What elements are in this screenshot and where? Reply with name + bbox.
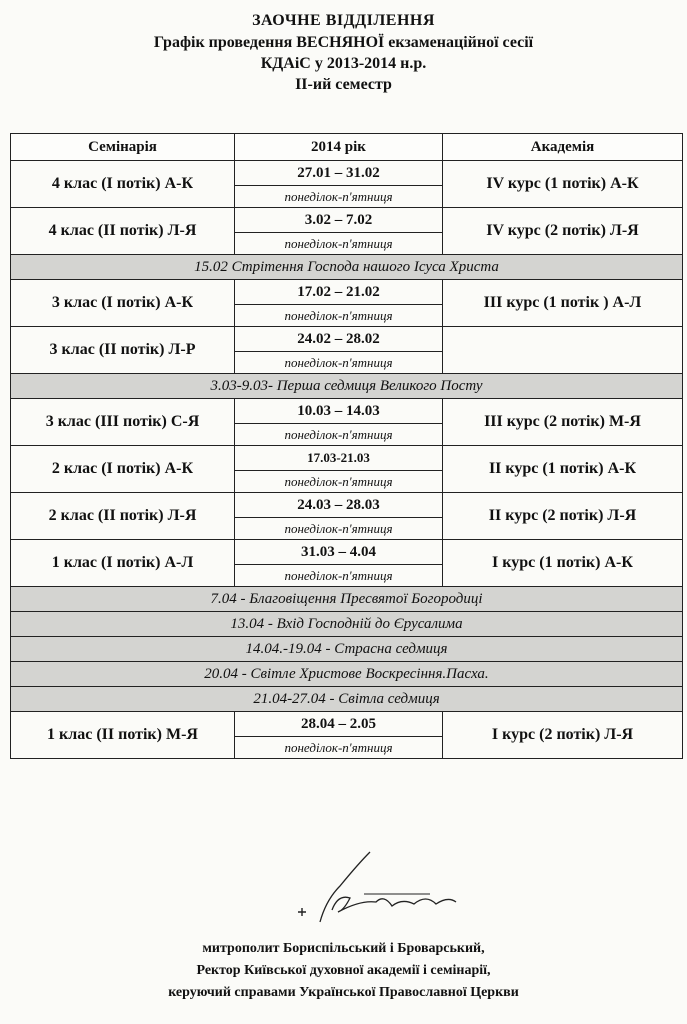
schedule-title: Графік проведення ВЕСНЯНОЇ екзаменаційної сесії	[153, 34, 534, 51]
session-row	[11, 280, 683, 305]
department-title: ЗАОЧНЕ ВІДДІЛЕННЯ	[252, 12, 435, 29]
column-header-academy: Академія	[443, 134, 683, 161]
session-row	[11, 493, 683, 518]
holiday-row	[11, 637, 683, 662]
seminary-group: 2 клас (ІІ потік) Л-Я	[11, 493, 235, 540]
academy-group: І курс (1 потік) А-К	[443, 540, 683, 587]
seminary-group: 3 клас (І потік) А-К	[11, 280, 235, 327]
institution-year: КДАіС у 2013-2014 н.р.	[260, 55, 427, 72]
table-header-row	[11, 134, 683, 161]
holiday-text: 3.03-9.03- Перша седмиця Великого Посту	[11, 374, 683, 399]
session-weekdays: понеділок-п'ятниця	[235, 305, 443, 327]
session-weekdays: понеділок-п'ятниця	[235, 737, 443, 759]
session-weekdays: понеділок-п'ятниця	[235, 518, 443, 540]
academy-group: IV курс (1 потік) А-К	[443, 161, 683, 208]
academy-group: ІІ курс (2 потік) Л-Я	[443, 493, 683, 540]
seminary-group: 3 клас (ІІ потік) Л-Р	[11, 327, 235, 374]
session-row	[11, 327, 683, 352]
holiday-text: 7.04 - Благовіщення Пресвятої Богородиці	[11, 587, 683, 612]
signature	[280, 850, 500, 930]
seminary-group: 4 клас (ІІ потік) Л-Я	[11, 208, 235, 255]
session-dates: 10.03 – 14.03	[235, 399, 443, 424]
session-row	[11, 161, 683, 186]
session-row	[11, 446, 683, 471]
session-weekdays: понеділок-п'ятниця	[235, 352, 443, 374]
session-row	[11, 399, 683, 424]
session-dates: 24.03 – 28.03	[235, 493, 443, 518]
holiday-row	[11, 587, 683, 612]
academy-group: ІІ курс (1 потік) А-К	[443, 446, 683, 493]
holiday-row	[11, 662, 683, 687]
holiday-text: 21.04-27.04 - Світла седмиця	[11, 687, 683, 712]
session-weekdays: понеділок-п'ятниця	[235, 233, 443, 255]
seminary-group: 4 клас (І потік) А-К	[11, 161, 235, 208]
session-row	[11, 540, 683, 565]
session-dates: 17.03-21.03	[235, 446, 443, 471]
column-header-year: 2014 рік	[235, 134, 443, 161]
session-dates: 28.04 – 2.05	[235, 712, 443, 737]
document-header	[0, 10, 687, 95]
column-header-seminary: Семінарія	[11, 134, 235, 161]
holiday-row	[11, 612, 683, 637]
holiday-row	[11, 374, 683, 399]
seminary-group: 1 клас (ІІ потік) М-Я	[11, 712, 235, 759]
holiday-row	[11, 687, 683, 712]
holiday-text: 14.04.-19.04 - Страсна седмиця	[11, 637, 683, 662]
session-row	[11, 712, 683, 737]
academy-group: IV курс (2 потік) Л-Я	[443, 208, 683, 255]
seminary-group: 1 клас (І потік) А-Л	[11, 540, 235, 587]
document-footer	[0, 938, 687, 1004]
table-body	[11, 161, 683, 759]
academy-group: ІІІ курс (1 потік ) А-Л	[443, 280, 683, 327]
session-dates: 17.02 – 21.02	[235, 280, 443, 305]
session-row	[11, 208, 683, 233]
seminary-group: 3 клас (ІІІ потік) С-Я	[11, 399, 235, 446]
exam-schedule-table	[10, 133, 683, 759]
holiday-text: 13.04 - Вхід Господній до Єрусалима	[11, 612, 683, 637]
session-dates: 27.01 – 31.02	[235, 161, 443, 186]
session-weekdays: понеділок-п'ятниця	[235, 424, 443, 446]
signatory-title-2: Ректор Київської духовної академії і семінарії,	[196, 963, 491, 978]
session-dates: 24.02 – 28.02	[235, 327, 443, 352]
seminary-group: 2 клас (І потік) А-К	[11, 446, 235, 493]
academy-group	[443, 327, 683, 374]
holiday-text: 20.04 - Світле Христове Воскресіння.Пасха.	[11, 662, 683, 687]
session-weekdays: понеділок-п'ятниця	[235, 186, 443, 208]
academy-group: ІІІ курс (2 потік) М-Я	[443, 399, 683, 446]
signatory-title-1: митрополит Бориспільський і Броварський,	[202, 941, 485, 956]
semester-title: ІІ-ий семестр	[295, 76, 392, 93]
signatory-title-3: керуючий справами Української Православної Церкви	[168, 985, 519, 1000]
session-dates: 31.03 – 4.04	[235, 540, 443, 565]
session-weekdays: понеділок-п'ятниця	[235, 565, 443, 587]
holiday-text: 15.02 Стрітення Господа нашого Ісуса Христа	[11, 255, 683, 280]
session-weekdays: понеділок-п'ятниця	[235, 471, 443, 493]
session-dates: 3.02 – 7.02	[235, 208, 443, 233]
academy-group: І курс (2 потік) Л-Я	[443, 712, 683, 759]
holiday-row	[11, 255, 683, 280]
